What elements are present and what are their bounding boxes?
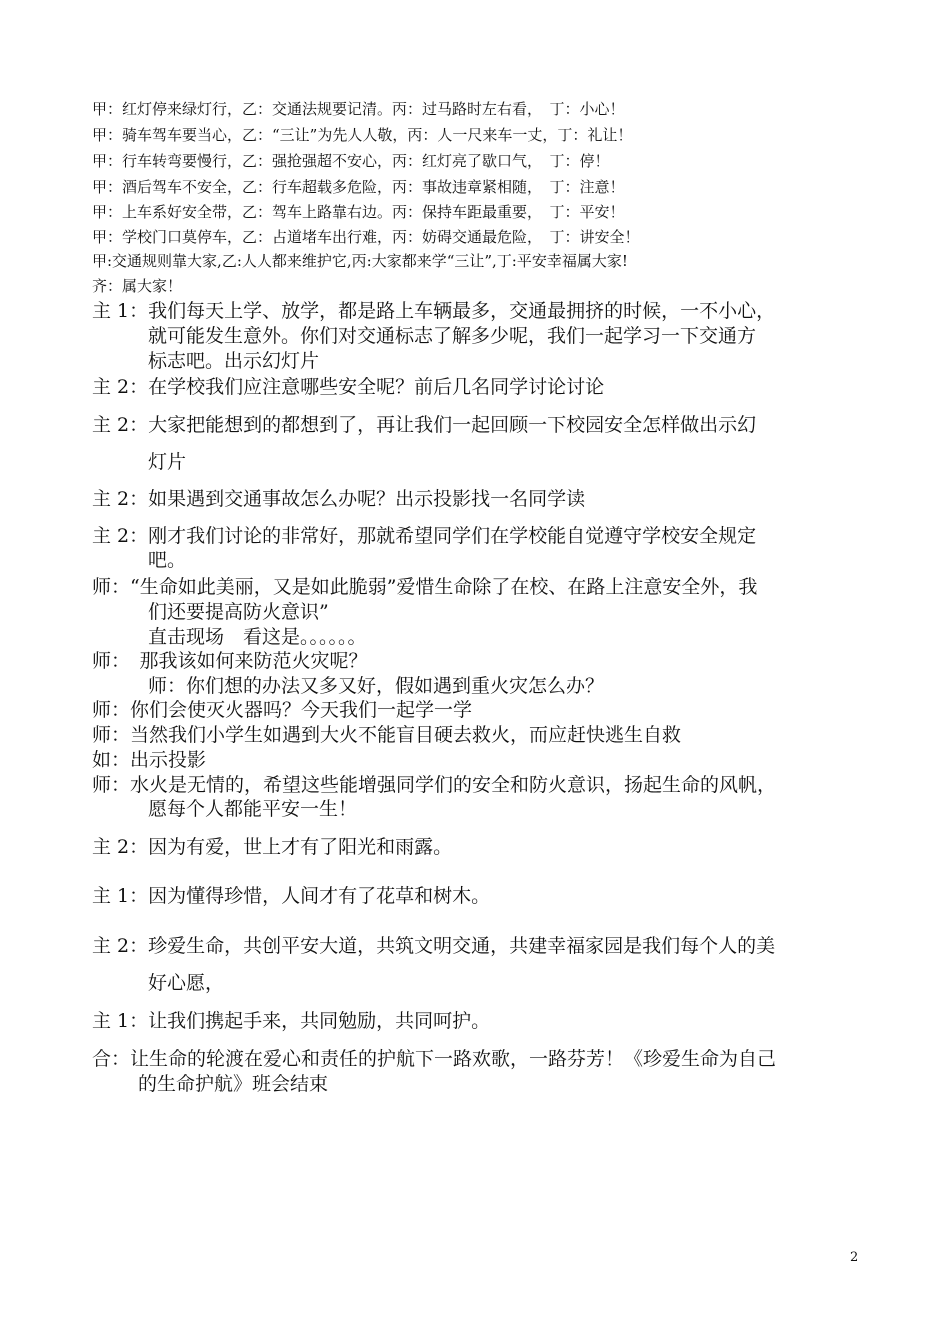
teacher-line-1: 师：“生命如此美丽，又是如此脆弱”爱惜生命除了在校、在路上注意安全外，我 — [92, 576, 758, 598]
dialogue-line-7: 甲:交通规则靠大家,乙:人人都来维护它,丙:大家都来学“三让”,丁:平安幸福属大家! — [92, 252, 628, 270]
teacher-line-3: 直击现场 看这是。。。。。。 — [148, 626, 367, 648]
dialogue-line-4: 甲：酒后驾车不安全，乙：行车超载多危险，丙：事故违章紧相随， 丁：注意！ — [92, 178, 625, 196]
teacher-line-4: 师： 那我该如何来防范火灾呢？ — [92, 650, 368, 672]
host2-line-2: 主 2：大家把能想到的都想到了，再让我们一起回顾一下校园安全怎样做出示幻 — [92, 414, 757, 436]
closing-line-2: 的生命护航》班会结束 — [138, 1073, 329, 1095]
teacher-line-6: 师：你们会使灭火器吗？今天我们一起学一学 — [92, 699, 473, 721]
host2-line-6: 吧。 — [148, 549, 187, 571]
teacher-line-2: 们还要提高防火意识” — [148, 601, 329, 623]
host2-line-9: 好心愿， — [148, 972, 225, 994]
host2-line-3: 灯片 — [148, 451, 187, 473]
dialogue-line-8: 齐：属大家！ — [92, 277, 183, 295]
host1-line-4: 主 1：因为懂得珍惜，人间才有了花草和树木。 — [92, 885, 491, 907]
closing-line-1: 合：让生命的轮渡在爱心和责任的护航下一路欢歌，一路芬芳！《珍爱生命为自己 — [92, 1048, 777, 1070]
host2-line-8: 主 2：珍爱生命，共创平安大道，共筑文明交通，共建幸福家园是我们每个人的美 — [92, 935, 776, 957]
teacher-line-9: 愿每个人都能平安一生！ — [148, 798, 358, 820]
teacher-line-8: 师：水火是无情的，希望这些能增强同学们的安全和防火意识，扬起生命的风帆， — [92, 774, 777, 796]
host2-line-4: 主 2：如果遇到交通事故怎么办呢？出示投影找一名同学读 — [92, 488, 586, 510]
host1-line-5: 主 1：让我们携起手来，共同勉励，共同呵护。 — [92, 1010, 491, 1032]
host2-line-1: 主 2：在学校我们应注意哪些安全呢？前后几名同学讨论讨论 — [92, 376, 605, 398]
teacher-line-7: 师：当然我们小学生如遇到大火不能盲目硬去救火，而应赶快逃生自救 — [92, 724, 682, 746]
page-number: 2 — [850, 1250, 859, 1265]
host2-line-5: 主 2：刚才我们讨论的非常好，那就希望同学们在学校能自觉遵守学校安全规定 — [92, 525, 757, 547]
dialogue-line-5: 甲：上车系好安全带，乙：驾车上路靠右边。丙：保持车距最重要， 丁：平安！ — [92, 203, 625, 221]
host1-line-3: 标志吧。出示幻灯片 — [148, 350, 320, 372]
teacher-line-5: 师：你们想的办法又多又好，假如遇到重火灾怎么办？ — [148, 675, 605, 697]
host1-line-2: 就可能发生意外。你们对交通标志了解多少呢，我们一起学习一下交通方 — [148, 325, 757, 347]
dialogue-line-3: 甲：行车转弯要慢行，乙：强抢强超不安心，丙：红灯亮了歇口气， 丁：停！ — [92, 152, 610, 170]
dialogue-line-6: 甲：学校门口莫停车，乙：占道堵车出行难，丙：妨碍交通最危险， 丁：讲安全！ — [92, 228, 640, 246]
dialogue-line-2: 甲：骑车驾车要当心，乙：“三让”为先人人敬，丙：人一尺来车一丈，丁：礼让！ — [92, 126, 633, 144]
host1-line-1: 主 1：我们每天上学、放学，都是路上车辆最多，交通最拥挤的时候，一不小心， — [92, 300, 776, 322]
host2-line-7: 主 2：因为有爱，世上才有了阳光和雨露。 — [92, 836, 453, 858]
projection-line: 如：出示投影 — [92, 749, 207, 771]
dialogue-line-1: 甲：红灯停来绿灯行，乙：交通法规要记清。丙：过马路时左右看， 丁：小心！ — [92, 100, 625, 118]
